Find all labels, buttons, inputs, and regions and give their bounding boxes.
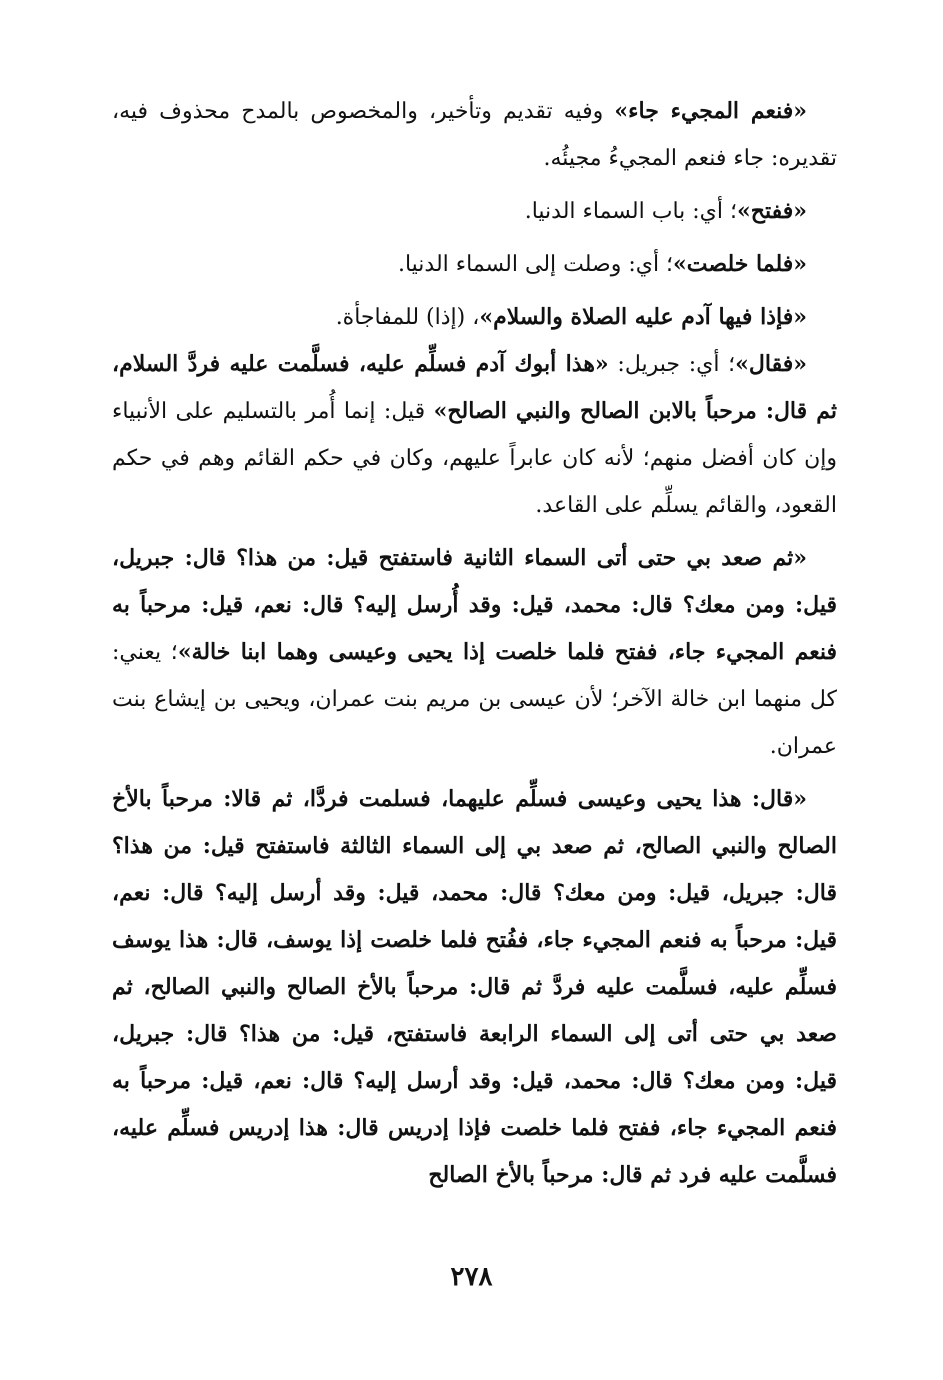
commentary-segment: وفيه تقديم وتأخير، والمخصوص بالمدح محذوف فيه، تقديره: جاء فنعم المجيءُ مجيئُه. <box>112 99 837 171</box>
quote-segment: «ثم صعد بي حتى أتى السماء الثانية فاستفتح قيل: من هذا؟ قال: جبريل، قيل: ومن معك؟ قال: محمد، قيل: وقد أُرسل إليه؟ قال: نعم، قيل: مرحباً به فنعم المجيء جاء، ففتح فلما خلصت إذا يحيى وعيسى وهما ابنا خالة» <box>112 545 837 665</box>
paragraph-4 <box>112 294 837 341</box>
commentary-segment: ؛ يعني: كل منهما ابن خالة الآخر؛ لأن عيسى بن مريم بنت عمران، ويحيى بن إيشاع بنت عمران. <box>112 640 837 759</box>
quote-segment: «فلما خلصت» <box>673 251 807 277</box>
paragraph-7 <box>112 776 837 1199</box>
paragraph-1 <box>112 88 837 182</box>
commentary-segment: قيل: إنما أُمر بالتسليم على الأنبياء وإن كان أفضل منهم؛ لأنه كان عابراً عليهم، وكان في حكم القائم وهم في حكم القعود، والقائم يسلِّم على القاعد. <box>112 399 837 518</box>
quote-segment: «قال: هذا يحيى وعيسى فسلِّم عليهما، فسلمت فردَّا، ثم قالا: مرحباً بالأخ الصالح والنبي الصالح، ثم صعد بي إلى السماء الثالثة فاستفتح قيل: من هذا؟ قال: جبريل، قيل: ومن معك؟ قال: محمد، قيل: وقد أرسل إليه؟ قال: نعم، قيل: مرحباً به فنعم المجيء جاء، ففُتح فلما خلصت إذا يوسف، قال: هذا يوسف فسلِّم عليه، فسلَّمت عليه فردَّ ثم قال: مرحباً بالأخ الصالح والنبي الصالح، ثم صعد بي حتى أتى إلى السماء الرابعة فاستفتح، قيل: من هذا؟ قال: جبريل، قيل: ومن معك؟ قال: محمد، قيل: وقد أرسل إليه؟ قال: نعم، قيل: مرحباً به فنعم المجيء جاء، ففتح فلما خلصت فإذا إدريس قال: هذا إدريس فسلِّم عليه، فسلَّمت عليه فرد ثم قال: مرحباً بالأخ الصالح <box>112 786 837 1188</box>
commentary-segment: ؛ أي: جبريل: <box>608 352 736 377</box>
commentary-segment: ، (إذا) للمفاجأة. <box>335 305 480 330</box>
body-text <box>112 88 837 1199</box>
quote-segment: «هذا أبوك آدم فسلِّم عليه، فسلَّمت عليه فردَّ السلام، ثم قال: مرحباً بالابن الصالح والنبي الصالح» <box>112 351 837 424</box>
quote-segment: «فنعم المجيء جاء» <box>614 98 807 124</box>
paragraph-3 <box>112 241 837 288</box>
paragraph-2 <box>112 188 837 235</box>
commentary-segment: ؛ أي: باب السماء الدنيا. <box>524 199 737 224</box>
quote-segment: «فإذا فيها آدم عليه الصلاة والسلام» <box>479 304 807 330</box>
commentary-segment: ؛ أي: وصلت إلى السماء الدنيا. <box>397 252 674 277</box>
quote-segment: «فقال» <box>735 351 807 377</box>
paragraph-5 <box>112 341 837 529</box>
quote-segment: «ففتح» <box>737 198 807 224</box>
paragraph-6 <box>112 535 837 770</box>
page-number: ٢٧٨ <box>450 1262 493 1292</box>
